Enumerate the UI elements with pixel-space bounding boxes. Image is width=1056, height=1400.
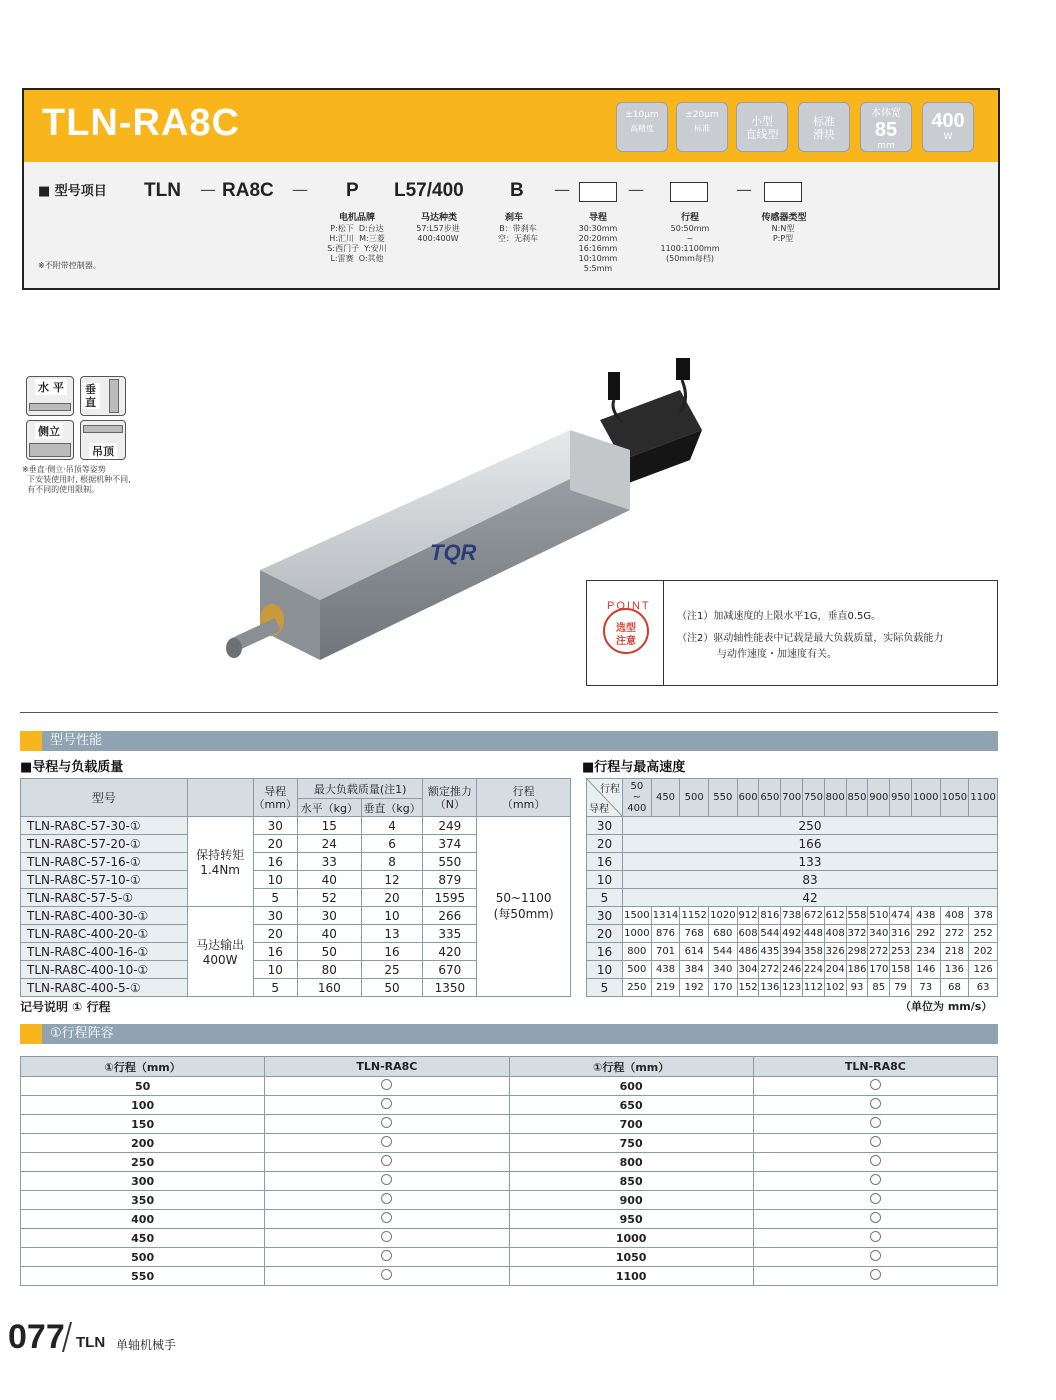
- model-code-area: [24, 162, 998, 288]
- model-header-box: [22, 88, 1000, 290]
- table-row: [587, 853, 998, 871]
- speed-value: 219: [651, 979, 680, 997]
- lead-cell: 5: [587, 889, 623, 907]
- speed-value: 680: [709, 925, 738, 943]
- stroke-value: 200: [21, 1134, 265, 1153]
- speed-value: 186: [846, 961, 868, 979]
- stroke-value: 50: [21, 1077, 265, 1096]
- table-row: [21, 1248, 998, 1267]
- speed-value: 510: [868, 907, 890, 925]
- table-row: [21, 1153, 998, 1172]
- table-row: [21, 1115, 998, 1134]
- model-code-label: ■ 型号项目: [38, 184, 107, 199]
- stroke-value: 350: [21, 1191, 265, 1210]
- header-thrust: 额定推力 （N）: [423, 779, 477, 817]
- stroke-value: 550: [21, 1267, 265, 1286]
- stroke-col-first: 50 ~ 400: [623, 779, 652, 817]
- dash: —: [200, 180, 216, 199]
- speed-value: 123: [781, 979, 803, 997]
- symbol-legend: 记号说明 ① 行程: [20, 1000, 111, 1014]
- speed-value: 500: [623, 961, 652, 979]
- stroke-col: 700: [781, 779, 803, 817]
- speed-value: 816: [759, 907, 781, 925]
- lead-box: [579, 182, 617, 202]
- available-mark-icon: [870, 1250, 881, 1261]
- speed-value: 1500: [623, 907, 652, 925]
- brake-values: B：带刹车 空：无刹车: [498, 224, 538, 243]
- point-icon: [593, 595, 659, 661]
- lead-cell: 5: [587, 979, 623, 997]
- stroke-value: 1100: [509, 1267, 753, 1286]
- section-performance: 型号性能: [20, 731, 998, 751]
- stroke-col: 650: [759, 779, 781, 817]
- speed-value: 448: [803, 925, 825, 943]
- stroke-col: 1100: [969, 779, 998, 817]
- stroke-value: 450: [21, 1229, 265, 1248]
- speed-value: 358: [803, 943, 825, 961]
- lead-cell: 30: [587, 817, 623, 835]
- speed-value: 250: [623, 817, 998, 835]
- motor-brand-values: P:松下 D:台达 H:汇川 M:三菱 S:西门子 Y:安川 L:雷赛 O:其他: [327, 224, 387, 263]
- speed-value: 304: [737, 961, 759, 979]
- speed-value: 133: [623, 853, 998, 871]
- badge-standard-slider: 标准 滑块: [798, 102, 850, 152]
- lead-cell: 10: [587, 961, 623, 979]
- stroke-col: 800: [824, 779, 846, 817]
- header-model-left: TLN-RA8C: [265, 1057, 509, 1077]
- brand-logo: TQR: [430, 540, 477, 565]
- lead-label: 导程: [588, 213, 607, 223]
- speed-value: 292: [911, 925, 940, 943]
- available-mark-icon: [381, 1250, 392, 1261]
- load-table: [20, 778, 571, 997]
- speed-value: 608: [737, 925, 759, 943]
- speed-value: 192: [680, 979, 709, 997]
- speed-value: 544: [709, 943, 738, 961]
- table-row: [21, 1229, 998, 1248]
- lead-values: 30:30mm 20:20mm 16:16mm 10:10mm 5:5mm: [578, 224, 618, 273]
- available-mark-icon: [381, 1079, 392, 1090]
- stroke-value: 250: [21, 1153, 265, 1172]
- speed-value: 204: [824, 961, 846, 979]
- table-row: TLN-RA8C-400-10-① 10 80 25 670: [21, 961, 571, 979]
- table-row: [587, 979, 998, 997]
- mount-ceiling-icon: 吊顶: [80, 420, 126, 460]
- mounting-note: ※垂直·侧立·吊顶等姿势 下安装使用时, 根据机种不同, 有不同的使用限制。: [22, 465, 131, 494]
- stroke-box: [670, 182, 708, 202]
- speed-value: 170: [868, 961, 890, 979]
- speed-value: 612: [824, 907, 846, 925]
- speed-value: 253: [890, 943, 912, 961]
- speed-value: 202: [969, 943, 998, 961]
- speed-value: 246: [781, 961, 803, 979]
- speed-value: 68: [940, 979, 969, 997]
- table-row: TLN-RA8C-400-30-① 马达输出 400W 30 30 10 266: [21, 907, 571, 925]
- table-row: [21, 1267, 998, 1286]
- stroke-value: 150: [21, 1115, 265, 1134]
- available-mark-icon: [381, 1212, 392, 1223]
- available-mark-icon: [381, 1231, 392, 1242]
- table-row: TLN-RA8C-57-10-① 10 40 12 879: [21, 871, 571, 889]
- code-model: RA8C: [222, 180, 274, 201]
- mount-side-icon: 侧立: [26, 420, 74, 460]
- note-2b: 与动作速度・加速度有关。: [717, 649, 837, 660]
- speed-value: 136: [940, 961, 969, 979]
- speed-value: 768: [680, 925, 709, 943]
- speed-value: 408: [824, 925, 846, 943]
- stroke-lineup-table: [20, 1056, 998, 1286]
- mount-vertical-icon: 垂直: [80, 376, 126, 416]
- speed-value: 298: [846, 943, 868, 961]
- svg-text:注意: 注意: [616, 636, 636, 647]
- table-row: [587, 835, 998, 853]
- table-row: [587, 817, 998, 835]
- stroke-range: 50~1100 (每50mm): [477, 817, 571, 997]
- speed-value: 93: [846, 979, 868, 997]
- speed-value: 372: [846, 925, 868, 943]
- speed-value: 340: [709, 961, 738, 979]
- controller-note: ※不附带控制器。: [38, 261, 101, 270]
- available-mark-icon: [381, 1098, 392, 1109]
- lead-cell: 20: [587, 925, 623, 943]
- speed-value: 218: [940, 943, 969, 961]
- code-series: TLN: [144, 180, 181, 201]
- corner-cell: 行程 导程: [587, 779, 623, 817]
- sensor-box: [764, 182, 802, 202]
- badge-power: 400 W: [922, 102, 974, 152]
- stroke-col: 950: [890, 779, 912, 817]
- available-mark-icon: [381, 1117, 392, 1128]
- stroke-value: 1000: [509, 1229, 753, 1248]
- stroke-value: 500: [21, 1248, 265, 1267]
- stroke-col: 1050: [940, 779, 969, 817]
- header-model: 型号: [21, 779, 188, 817]
- table-row: TLN-RA8C-57-5-① 5 52 20 1595: [21, 889, 571, 907]
- note-1: （注1）加减速度的上限水平1G，垂直0.5G。: [677, 611, 882, 622]
- speed-value: 738: [781, 907, 803, 925]
- speed-value: 224: [803, 961, 825, 979]
- available-mark-icon: [870, 1193, 881, 1204]
- header-lead: 导程 （mm）: [253, 779, 297, 817]
- stroke-value: 400: [21, 1210, 265, 1229]
- stroke-value: 800: [509, 1153, 753, 1172]
- speed-value: 438: [911, 907, 940, 925]
- available-mark-icon: [870, 1136, 881, 1147]
- speed-value: 136: [759, 979, 781, 997]
- speed-value: 435: [759, 943, 781, 961]
- speed-value: 1020: [709, 907, 738, 925]
- table-row: [587, 907, 998, 925]
- code-brake: B: [510, 180, 524, 201]
- speed-value: 378: [969, 907, 998, 925]
- speed-value: 558: [846, 907, 868, 925]
- available-mark-icon: [870, 1231, 881, 1242]
- brake-label: 刹车: [504, 213, 523, 223]
- speed-value: 272: [940, 925, 969, 943]
- lead-cell: 16: [587, 853, 623, 871]
- footer-series: TLN: [76, 1334, 106, 1351]
- table-row: TLN-RA8C-400-20-① 20 40 13 335: [21, 925, 571, 943]
- badge-precision-10: ±10μm 高精度: [616, 102, 668, 152]
- header-max-load: 最大负载质量(注1): [297, 779, 422, 799]
- header-horizontal: 水平（kg）: [297, 799, 361, 817]
- speed-value: 152: [737, 979, 759, 997]
- speed-value: 272: [759, 961, 781, 979]
- table-row: [21, 1134, 998, 1153]
- table-row: [587, 943, 998, 961]
- page-number: 077: [8, 1318, 65, 1356]
- speed-value: 408: [940, 907, 969, 925]
- stroke-value: 650: [509, 1096, 753, 1115]
- speed-value: 73: [911, 979, 940, 997]
- stroke-col: 1000: [911, 779, 940, 817]
- stroke-col: 500: [680, 779, 709, 817]
- header-vertical: 垂直（kg）: [361, 799, 423, 817]
- mount-horizontal-icon: 水 平: [26, 376, 74, 416]
- table-row: [587, 925, 998, 943]
- stroke-label: 行程: [680, 213, 699, 223]
- stroke-col: 450: [651, 779, 680, 817]
- table-row: [21, 1096, 998, 1115]
- motor-type-label: 马达种类: [420, 213, 457, 223]
- speed-value: 701: [651, 943, 680, 961]
- available-mark-icon: [870, 1079, 881, 1090]
- table-row: TLN-RA8C-57-16-① 16 33 8 550: [21, 853, 571, 871]
- speed-value: 250: [623, 979, 652, 997]
- table-row: TLN-RA8C-400-5-① 5 160 50 1350: [21, 979, 571, 997]
- stroke-value: 850: [509, 1172, 753, 1191]
- divider: [20, 712, 998, 713]
- available-mark-icon: [870, 1098, 881, 1109]
- table-row: [21, 1210, 998, 1229]
- code-motor-type: L57/400: [394, 180, 464, 201]
- sensor-label: 传感器类型: [761, 213, 807, 223]
- available-mark-icon: [381, 1269, 392, 1280]
- speed-value: 146: [911, 961, 940, 979]
- available-mark-icon: [381, 1155, 392, 1166]
- dash: —: [292, 180, 308, 199]
- stroke-value: 950: [509, 1210, 753, 1229]
- svg-text:POINT: POINT: [607, 600, 651, 612]
- header-stroke-right: ①行程（mm）: [509, 1057, 753, 1077]
- speed-value: 544: [759, 925, 781, 943]
- stroke-value: 600: [509, 1077, 753, 1096]
- table-row: TLN-RA8C-57-20-① 20 24 6 374: [21, 835, 571, 853]
- unit-note: （单位为 mm/s）: [900, 1000, 993, 1013]
- stroke-col: 750: [803, 779, 825, 817]
- divider: [663, 581, 664, 685]
- speed-value: 492: [781, 925, 803, 943]
- speed-value: 79: [890, 979, 912, 997]
- available-mark-icon: [870, 1269, 881, 1280]
- header-stroke-left: ①行程（mm）: [21, 1057, 265, 1077]
- stroke-value: 300: [21, 1172, 265, 1191]
- badge-compact-linear: 小型 直线型: [736, 102, 788, 152]
- speed-value: 126: [969, 961, 998, 979]
- speed-value: 83: [623, 871, 998, 889]
- table-row: [21, 1172, 998, 1191]
- header-model-right: TLN-RA8C: [753, 1057, 997, 1077]
- speed-value: 158: [890, 961, 912, 979]
- lead-cell: 20: [587, 835, 623, 853]
- speed-value: 85: [868, 979, 890, 997]
- stroke-value: 900: [509, 1191, 753, 1210]
- title-bar: [24, 90, 998, 162]
- available-mark-icon: [870, 1117, 881, 1128]
- table-row: TLN-RA8C-400-16-① 16 50 16 420: [21, 943, 571, 961]
- group-motor-output: 马达输出 400W: [187, 907, 253, 997]
- speed-table-title: ■行程与最高速度: [582, 760, 686, 775]
- header-stroke: 行程 （mm）: [477, 779, 571, 817]
- speed-value: 102: [824, 979, 846, 997]
- speed-value: 166: [623, 835, 998, 853]
- speed-value: 1314: [651, 907, 680, 925]
- stroke-value: 1050: [509, 1248, 753, 1267]
- table-row: [21, 1077, 998, 1096]
- lead-cell: 16: [587, 943, 623, 961]
- selection-note-box: [586, 580, 998, 686]
- stroke-values: 50:50mm ~ 1100:1100mm (50mm每档): [660, 224, 720, 263]
- speed-value: 63: [969, 979, 998, 997]
- page-title: TLN-RA8C: [42, 102, 240, 144]
- sensor-values: N:N型 P:P型: [771, 224, 795, 243]
- stroke-value: 100: [21, 1096, 265, 1115]
- speed-value: 384: [680, 961, 709, 979]
- available-mark-icon: [381, 1136, 392, 1147]
- speed-value: 614: [680, 943, 709, 961]
- speed-value: 326: [824, 943, 846, 961]
- load-table-title: ■导程与负载质量: [20, 760, 124, 775]
- footer-desc: 单轴机械手: [116, 1338, 177, 1352]
- speed-value: 42: [623, 889, 998, 907]
- speed-value: 1000: [623, 925, 652, 943]
- stroke-value: 750: [509, 1134, 753, 1153]
- badge-precision-20: ±20μm 标准: [676, 102, 728, 152]
- speed-value: 112: [803, 979, 825, 997]
- dash: —: [736, 180, 752, 199]
- table-row: [587, 871, 998, 889]
- speed-value: 1152: [680, 907, 709, 925]
- table-row: [587, 961, 998, 979]
- table-row: [21, 1191, 998, 1210]
- speed-value: 252: [969, 925, 998, 943]
- speed-value: 474: [890, 907, 912, 925]
- speed-value: 394: [781, 943, 803, 961]
- stroke-col: 900: [868, 779, 890, 817]
- speed-value: 876: [651, 925, 680, 943]
- speed-value: 340: [868, 925, 890, 943]
- available-mark-icon: [381, 1174, 392, 1185]
- speed-value: 316: [890, 925, 912, 943]
- note-2a: （注2）驱动轴性能表中记载是最大负载质量，实际负载能力: [677, 633, 944, 644]
- stroke-col: 850: [846, 779, 868, 817]
- available-mark-icon: [870, 1212, 881, 1223]
- motor-brand-label: 电机品牌: [338, 213, 375, 223]
- available-mark-icon: [870, 1155, 881, 1166]
- code-motor-brand: P: [346, 180, 359, 201]
- stroke-value: 700: [509, 1115, 753, 1134]
- stroke-col: 600: [737, 779, 759, 817]
- speed-value: 234: [911, 943, 940, 961]
- stroke-col: 550: [709, 779, 738, 817]
- lead-cell: 10: [587, 871, 623, 889]
- dash: —: [554, 180, 570, 199]
- svg-text:选型: 选型: [616, 623, 636, 634]
- speed-value: 438: [651, 961, 680, 979]
- available-mark-icon: [381, 1193, 392, 1204]
- badge-body-width: 本体宽 85 mm: [860, 102, 912, 152]
- speed-value: 672: [803, 907, 825, 925]
- section-stroke-lineup: ①行程阵容: [20, 1024, 998, 1044]
- group-holding-torque: 保持转矩 1.4Nm: [187, 817, 253, 907]
- speed-value: 912: [737, 907, 759, 925]
- table-row: [587, 889, 998, 907]
- motor-type-values: 57:L57步进 400:400W: [416, 224, 460, 243]
- table-row: TLN-RA8C-57-30-① 保持转矩 1.4Nm 30 15 4 249 50~1100 (每50mm): [21, 817, 571, 835]
- available-mark-icon: [870, 1174, 881, 1185]
- speed-value: 272: [868, 943, 890, 961]
- lead-cell: 30: [587, 907, 623, 925]
- speed-value: 486: [737, 943, 759, 961]
- speed-value: 800: [623, 943, 652, 961]
- speed-table: [586, 778, 998, 997]
- dash: —: [628, 180, 644, 199]
- speed-value: 170: [709, 979, 738, 997]
